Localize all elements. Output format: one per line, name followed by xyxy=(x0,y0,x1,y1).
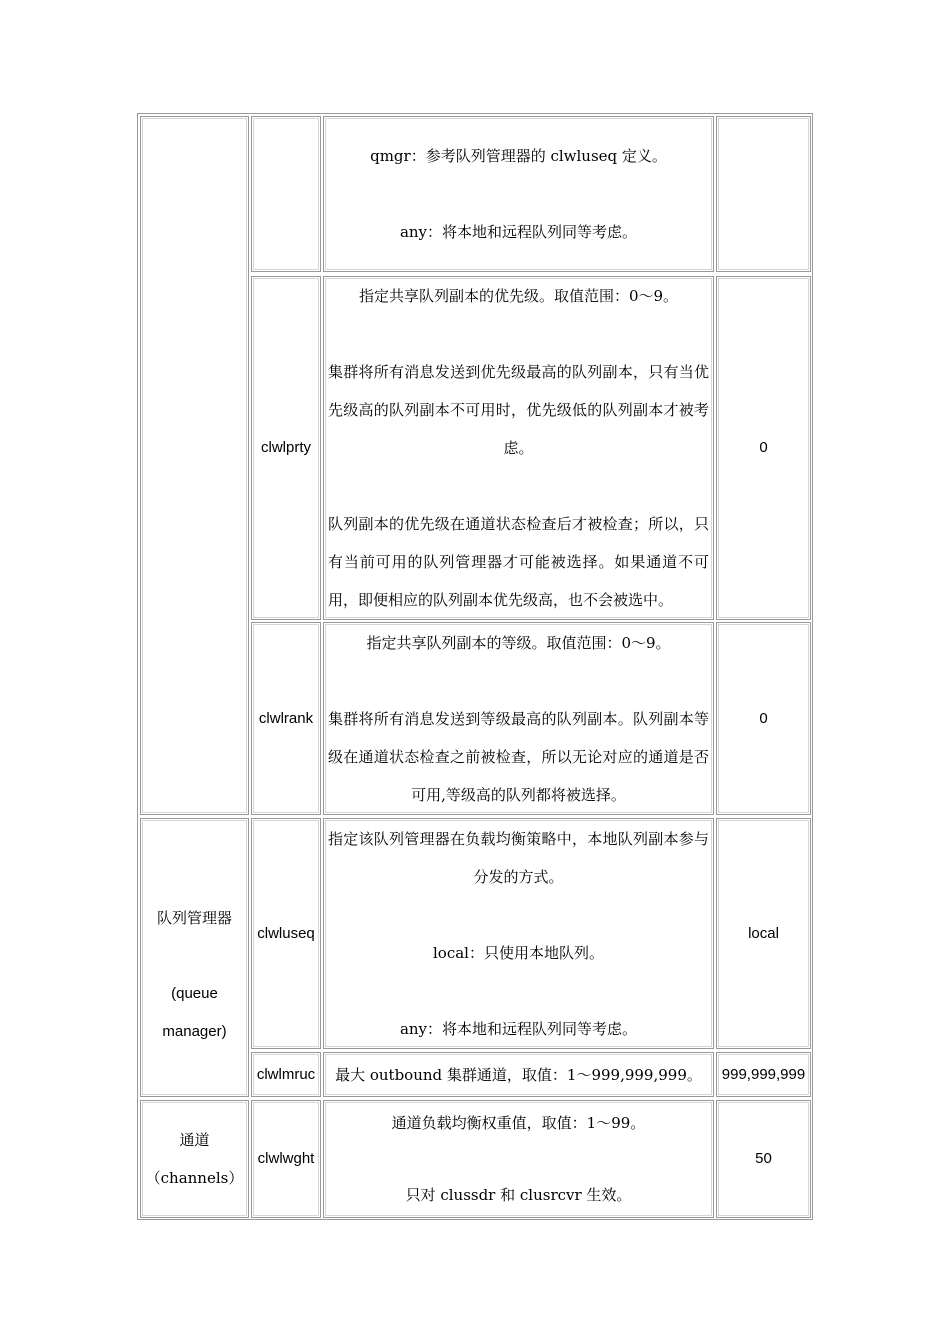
param-cell-clwlprty xyxy=(251,276,321,620)
desc-line: 通道负载均衡权重值，取值：1～99。 xyxy=(391,1114,646,1132)
desc-cell-clwlrank xyxy=(323,622,714,815)
param-name: clwlrank xyxy=(258,709,314,727)
param-name: clwluseq xyxy=(257,924,315,942)
default-cell-clwluseq xyxy=(716,818,811,1049)
desc-line: 只对 clussdr 和 clusrcvr 生效。 xyxy=(405,1186,632,1204)
default-value: 999,999,999 xyxy=(721,1065,806,1083)
desc-line: any：将本地和远程队列同等考虑。 xyxy=(399,1019,638,1038)
param-name: clwlmruc xyxy=(256,1065,316,1083)
desc-paragraph: 集群将所有消息发送到等级最高的队列副本。队列副本等级在通道状态检查之前被检查，所以无论对应的通道是否可用,等级高的队列都将被选择。 xyxy=(328,709,709,804)
desc-line: 指定共享队列副本的等级。取值范围：0～9。 xyxy=(366,633,671,652)
default-value: 50 xyxy=(755,1150,772,1167)
param-cell-clwlrank xyxy=(251,622,321,815)
desc-line: 指定共享队列副本的优先级。取值范围：0～9。 xyxy=(358,287,679,305)
desc-cell-clwluseq-continued xyxy=(323,116,714,272)
parameter-table xyxy=(137,113,813,1220)
desc-line: 最大 outbound 集群通道，取值：1～999,999,999。 xyxy=(335,1065,702,1084)
default-value: 0 xyxy=(759,709,768,727)
param-cell-continued xyxy=(251,116,321,272)
desc-cell-clwlwght xyxy=(323,1100,714,1218)
param-cell-clwlwght xyxy=(251,1100,321,1218)
default-value: local xyxy=(748,924,779,942)
desc-paragraph: 队列副本的优先级在通道状态检查后才被检查；所以，只有当前可用的队列管理器才可能被选择。如果通道不可用，即便相应的队列副本优先级高，也不会被选中。 xyxy=(328,515,709,609)
param-cell-clwlmruc xyxy=(251,1052,321,1097)
default-cell-continued xyxy=(716,116,811,272)
desc-cell-clwlprty xyxy=(323,276,714,620)
category-label-en: manager) xyxy=(162,1022,227,1040)
param-name: clwlprty xyxy=(260,439,311,456)
default-cell-clwlwght xyxy=(716,1100,811,1218)
param-name: clwlwght xyxy=(257,1150,315,1167)
category-label-cn: 队列管理器 xyxy=(156,908,232,927)
desc-paragraph: 集群将所有消息发送到优先级最高的队列副本，只有当优先级高的队列副本不可用时，优先级低的队列副本才被考虑。 xyxy=(328,363,709,457)
desc-cell-clwlmruc xyxy=(323,1052,714,1097)
default-cell-clwlprty xyxy=(716,276,811,620)
category-label-cn: 通道 xyxy=(179,1131,210,1149)
category-cell-channels xyxy=(140,1100,249,1218)
category-label-en: (queue xyxy=(171,984,218,1002)
default-value: 0 xyxy=(759,439,768,456)
desc-cell-clwluseq xyxy=(323,818,714,1049)
desc-paragraph: 指定该队列管理器在负载均衡策略中，本地队列副本参与分发的方式。 xyxy=(328,829,709,886)
category-cell-continued xyxy=(140,116,249,815)
default-cell-clwlrank xyxy=(716,622,811,815)
desc-line: local：只使用本地队列。 xyxy=(433,943,604,962)
category-cell-queue-manager xyxy=(140,818,249,1097)
param-cell-clwluseq xyxy=(251,818,321,1049)
desc-line: qmgr：参考队列管理器的 clwluseq 定义。 xyxy=(370,147,667,165)
desc-line: any：将本地和远程队列同等考虑。 xyxy=(399,223,638,241)
default-cell-clwlmruc xyxy=(716,1052,811,1097)
category-label-en: （channels） xyxy=(145,1169,244,1187)
